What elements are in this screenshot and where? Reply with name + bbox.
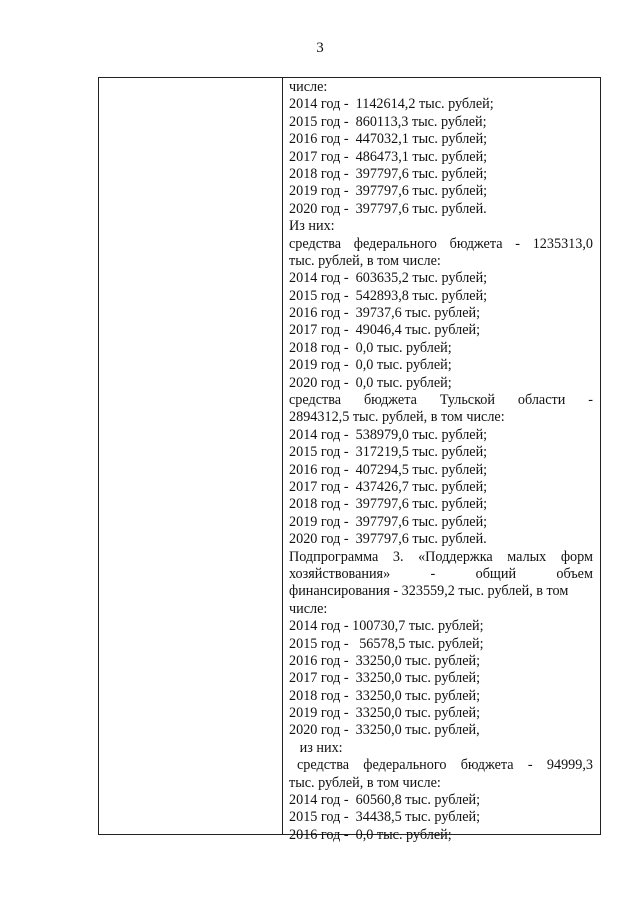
text-line: 2018 год - 397797,6 тыс. рублей; [289, 165, 488, 182]
text-line [289, 549, 593, 566]
text-line: 2016 год - 33250,0 тыс. рублей; [289, 652, 481, 669]
text-line: 2014 год - 1142614,2 тыс. рублей; [289, 96, 494, 113]
text-line: 2016 год - 0,0 тыс. рублей; [289, 826, 452, 843]
text-line: 2894312,5 тыс. рублей, в том числе: [289, 409, 505, 426]
word: «Поддержка [418, 548, 493, 565]
word: - [430, 565, 436, 582]
word: Подпрограмма [289, 548, 379, 565]
text-line: 2014 год - 538979,0 тыс. рублей; [289, 426, 488, 443]
text-line: 2015 год - 860113,3 тыс. рублей; [289, 113, 487, 130]
text-line [289, 236, 593, 253]
text-line: 2020 год - 397797,6 тыс. рублей. [289, 531, 487, 548]
word: общий [475, 565, 517, 582]
text-line: 2017 год - 33250,0 тыс. рублей; [289, 670, 481, 687]
text-line: 2015 год - 542893,8 тыс. рублей; [289, 287, 488, 304]
word: Тульской [439, 392, 495, 409]
text-line [289, 566, 593, 583]
text-line: 2014 год - 100730,7 тыс. рублей; [289, 618, 484, 635]
word: средства [289, 392, 342, 409]
text-line: 2016 год - 407294,5 тыс. рублей; [289, 461, 488, 478]
text-line: 2016 год - 447032,1 тыс. рублей; [289, 131, 488, 148]
word: хозяйствования» [289, 565, 391, 582]
word: средства [289, 235, 342, 252]
word: бюджета [363, 392, 417, 409]
word: - [588, 392, 593, 409]
text-line: 2019 год - 0,0 тыс. рублей; [289, 357, 452, 374]
text-line [289, 392, 593, 409]
word: - [515, 235, 520, 252]
word: средства [297, 757, 350, 774]
word: - [527, 757, 533, 774]
text-line: тыс. рублей, в том числе: [289, 774, 441, 791]
table-cell-content [289, 79, 593, 844]
text-line: 2017 год - 437426,7 тыс. рублей; [289, 478, 488, 495]
text-line: Из них: [289, 218, 335, 235]
word: 94999,3 [546, 757, 593, 774]
text-line: 2019 год - 397797,6 тыс. рублей; [289, 513, 488, 530]
text-line: 2020 год - 397797,6 тыс. рублей. [289, 200, 487, 217]
word: объем [556, 565, 593, 582]
word: федерального [363, 757, 447, 774]
text-line: 2018 год - 0,0 тыс. рублей; [289, 339, 452, 356]
text-line: 2015 год - 317219,5 тыс. рублей; [289, 444, 488, 461]
word: области [517, 392, 566, 409]
text-line: 2015 год - 56578,5 тыс. рублей; [289, 635, 484, 652]
word: малых [507, 548, 547, 565]
text-line: 2019 год - 397797,6 тыс. рублей; [289, 183, 488, 200]
text-line [289, 757, 593, 774]
text-line: 2016 год - 39737,6 тыс. рублей; [289, 305, 481, 322]
column-divider [282, 78, 283, 834]
text-line: числе: [289, 79, 328, 95]
word: 3. [392, 548, 404, 565]
text-line: из них: [289, 739, 343, 756]
word: 1235313,0 [532, 235, 593, 252]
word: федерального [353, 235, 437, 252]
text-line: 2014 год - 60560,8 тыс. рублей; [289, 792, 481, 809]
word: бюджета [449, 235, 503, 252]
text-line: 2014 год - 603635,2 тыс. рублей; [289, 270, 488, 287]
text-line: 2018 год - 33250,0 тыс. рублей; [289, 687, 481, 704]
text-line: 2017 год - 49046,4 тыс. рублей; [289, 322, 481, 339]
text-line: 2019 год - 33250,0 тыс. рублей; [289, 705, 481, 722]
text-line: 2018 год - 397797,6 тыс. рублей; [289, 496, 488, 513]
text-line: финансирования - 323559,2 тыс. рублей, в том [289, 583, 569, 600]
text-line: тыс. рублей, в том числе: [289, 252, 441, 269]
text-line: 2020 год - 33250,0 тыс. рублей, [289, 722, 480, 739]
page-number: 3 [316, 40, 324, 56]
word: бюджета [460, 757, 514, 774]
word: форм [560, 548, 593, 565]
text-line: 2020 год - 0,0 тыс. рублей; [289, 374, 452, 391]
text-line: 2015 год - 34438,5 тыс. рублей; [289, 809, 481, 826]
text-line: 2017 год - 486473,1 тыс. рублей; [289, 148, 488, 165]
program-table [98, 77, 601, 843]
text-line: числе: [289, 600, 328, 617]
